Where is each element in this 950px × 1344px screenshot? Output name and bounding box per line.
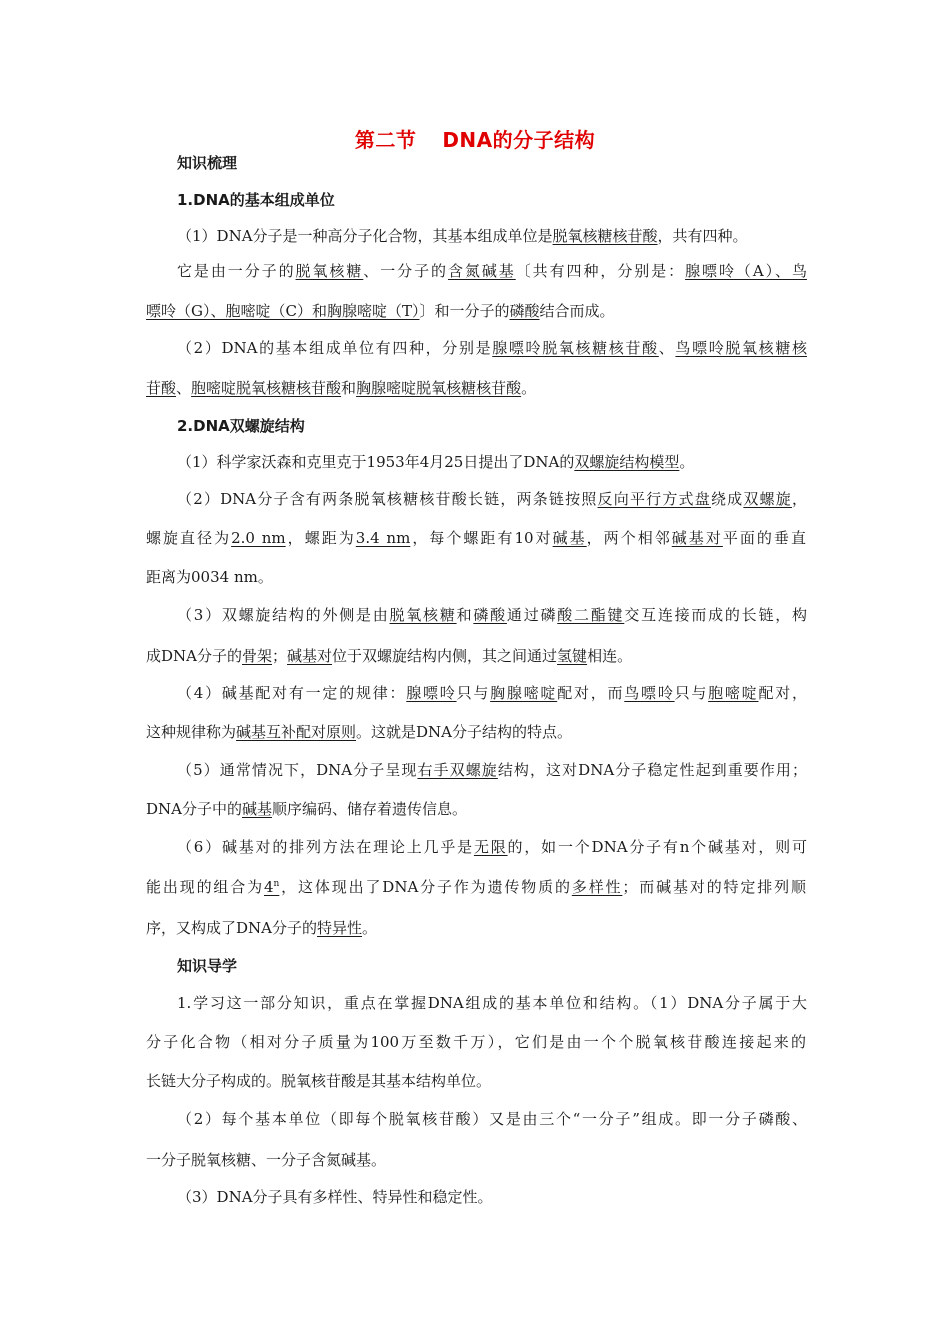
s3-line-4: （2）每个基本单位（即每个脱氧核苷酸）又是由三个“一分子”组成。即一分子磷酸、 — [177, 1110, 807, 1128]
s3-line-1: 1.学习这一部分知识，重点在掌握DNA组成的基本单位和结构。（1）DNA分子属于大 — [177, 994, 807, 1012]
text: 配对，而 — [557, 684, 625, 702]
text: ，每个螺距有10对 — [410, 529, 553, 547]
text: 4 — [263, 878, 274, 896]
s3-line-2: 分子化合物（相对分子质量为100万至数千万），它们是由一个个脱氧核苷酸连接起来的 — [146, 1033, 806, 1051]
text: DNA分子中的 — [146, 800, 242, 818]
answer-underline: 磷酸 — [473, 606, 507, 624]
s1-paragraph-2-line-2 — [146, 301, 615, 321]
s1-paragraph-2-line-1 — [177, 261, 807, 281]
text: （3）双螺旋结构的外侧是由 — [177, 606, 390, 624]
text: 能出现的组合为 — [146, 878, 264, 896]
answer-underline: 3.4 nm — [355, 529, 411, 547]
answer-underline: 胞嘧啶脱氧核糖核苷酸 — [191, 379, 342, 397]
answer-underline: 特异性 — [317, 919, 363, 937]
text: （4）碱基配对有一定的规律： — [177, 684, 407, 702]
text: 交互连接而成的长链，构 — [624, 606, 807, 624]
s2-paragraph-6-line-2 — [146, 877, 806, 897]
text: 它是由一分子的 — [177, 262, 296, 280]
text: （1）科学家沃森和克里克于1953年4月25日提出了DNA的 — [177, 453, 575, 471]
answer-underline: 胞嘧啶 — [708, 684, 759, 702]
section-2-heading: 2.DNA双螺旋结构 — [177, 417, 305, 435]
answer-underline: 脱氧核糖 — [389, 606, 457, 624]
text: 平面的垂直 — [722, 529, 806, 547]
answer-underline: 嘌呤（G）、胞嘧啶（C）和胸腺嘧啶（T） — [146, 302, 420, 320]
text: 这种规律称为 — [146, 723, 237, 741]
answer-underline: 苷酸 — [146, 379, 177, 397]
text: 。 — [521, 379, 537, 397]
answer-underline: 双螺旋结构模型 — [574, 453, 680, 471]
answer-underline: 双螺旋 — [743, 490, 792, 508]
heading-knowledge-review: 知识梳理 — [177, 154, 238, 172]
text: 〕和一分子的 — [419, 302, 510, 320]
text: 。这就是DNA分子结构的特点。 — [356, 723, 573, 741]
answer-underline: 2.0 nm — [231, 529, 286, 547]
text: 序，又构成了DNA分子的 — [146, 919, 317, 937]
text: （6）碱基对的排列方法在理论上几乎是 — [177, 838, 474, 856]
answer-underline: 磷酸 — [509, 302, 540, 320]
text: 通过磷 — [506, 606, 558, 624]
text: 和 — [341, 379, 357, 397]
answer-underline: 骨架 — [241, 647, 272, 665]
answer-underline: 腺嘌呤（A）、鸟 — [685, 262, 807, 280]
s1-paragraph-3-line-1 — [177, 338, 807, 358]
answer-underline: 氢键 — [557, 647, 588, 665]
text: 成DNA分子的 — [146, 647, 242, 665]
answer-underline: 胸腺嘧啶脱氧核糖核苷酸 — [356, 379, 522, 397]
text: 绕成 — [710, 490, 744, 508]
answer-underline: 右手双螺旋 — [417, 761, 498, 779]
text: （5）通常情况下，DNA分子呈现 — [177, 761, 418, 779]
text: 、 — [176, 379, 192, 397]
text: ， — [791, 490, 807, 508]
answer-underline: 碱基 — [241, 800, 272, 818]
answer-underline: 脱氧核糖核苷酸 — [552, 227, 658, 245]
answer-underline: 含氮碱基 — [447, 262, 516, 280]
answer-underline: 鸟嘌呤脱氧核糖核 — [675, 339, 807, 357]
text: 。 — [679, 453, 695, 471]
text: ，两个相邻 — [586, 529, 672, 547]
text: ，共有四种。 — [657, 227, 748, 245]
text: ，螺距为 — [285, 529, 356, 547]
text: ； — [272, 647, 288, 665]
s2-paragraph-2-line-1 — [177, 489, 807, 509]
text: 、 — [658, 339, 676, 357]
s1-paragraph-1 — [177, 226, 748, 246]
title-topic: DNA的分子结构 — [442, 128, 596, 152]
answer-underline: 酸二酯键 — [557, 606, 625, 624]
text: （1）DNA分子是一种高分子化合物，其基本组成单位是 — [177, 227, 553, 245]
s2-paragraph-3-line-2 — [146, 646, 632, 666]
s2-paragraph-3-line-1 — [177, 605, 807, 625]
s2-paragraph-5-line-1 — [177, 760, 807, 780]
section-1-heading: 1.DNA的基本组成单位 — [177, 191, 335, 209]
answer-underline: 碱基 — [552, 529, 587, 547]
s2-paragraph-2-line-2 — [146, 528, 806, 548]
text: 相连。 — [587, 647, 633, 665]
s2-paragraph-1 — [177, 452, 694, 472]
s3-line-6: （3）DNA分子具有多样性、特异性和稳定性。 — [177, 1188, 493, 1206]
text: 顺序编码、储存着遗传信息。 — [272, 800, 468, 818]
s2-paragraph-6-line-1 — [177, 837, 807, 857]
text: 配对， — [758, 684, 807, 702]
s2-paragraph-6-line-3 — [146, 918, 377, 938]
text: 〔共有四种，分别是： — [515, 262, 686, 280]
heading-knowledge-guide: 知识导学 — [177, 957, 238, 975]
answer-underline: 碱基互补配对原则 — [236, 723, 357, 741]
text: 的，如一个DNA分子有n个碱基对，则可 — [507, 838, 807, 856]
answer-underline: 脱氧核糖 — [295, 262, 364, 280]
text: 和 — [456, 606, 474, 624]
superscript: n — [273, 879, 280, 889]
s2-paragraph-4-line-1 — [177, 683, 807, 703]
answer-underline: 腺嘌呤脱氧核糖核苷酸 — [492, 339, 659, 357]
title-section: 第二节 — [354, 128, 417, 152]
text: （2）DNA分子含有两条脱氧核糖核苷酸长链，两条链按照 — [177, 490, 598, 508]
s3-line-5: 一分子脱氧核糖、一分子含氮碱基。 — [146, 1151, 387, 1169]
answer-underline: 无限 — [473, 838, 508, 856]
page-title — [0, 124, 950, 153]
answer-underline: 碱基对 — [287, 647, 333, 665]
text: 位于双螺旋结构内侧，其之间通过 — [332, 647, 558, 665]
text: 只与 — [456, 684, 491, 702]
text: 螺旋直径为 — [146, 529, 232, 547]
text: 。 — [362, 919, 378, 937]
s2-paragraph-4-line-2 — [146, 722, 572, 742]
text: ，这体现出了DNA分子作为遗传物质的 — [279, 878, 572, 896]
s2-paragraph-5-line-2 — [146, 799, 467, 819]
text: ；而碱基对的特定排列顺 — [622, 878, 806, 896]
text: 、一分子的 — [363, 262, 448, 280]
s2-paragraph-2-line-3: 距离为0034 nm。 — [146, 568, 273, 586]
answer-underline: 腺嘌呤 — [406, 684, 457, 702]
answer-underline: 碱基对 — [671, 529, 723, 547]
s3-line-3: 长链大分子构成的。脱氧核苷酸是其基本结构单位。 — [146, 1072, 492, 1090]
answer-underline: 鸟嘌呤 — [624, 684, 675, 702]
text: 只与 — [674, 684, 709, 702]
answer-underline: 多样性 — [571, 878, 623, 896]
text: 结合而成。 — [539, 302, 615, 320]
answer-underline — [264, 878, 279, 896]
text: 结构，这对DNA分子稳定性起到重要作用； — [497, 761, 807, 779]
answer-underline: 反向平行方式盘 — [597, 490, 711, 508]
answer-underline: 胸腺嘧啶 — [490, 684, 558, 702]
s1-paragraph-3-line-2 — [146, 378, 536, 398]
text: （2）DNA的基本组成单位有四种，分别是 — [177, 339, 493, 357]
